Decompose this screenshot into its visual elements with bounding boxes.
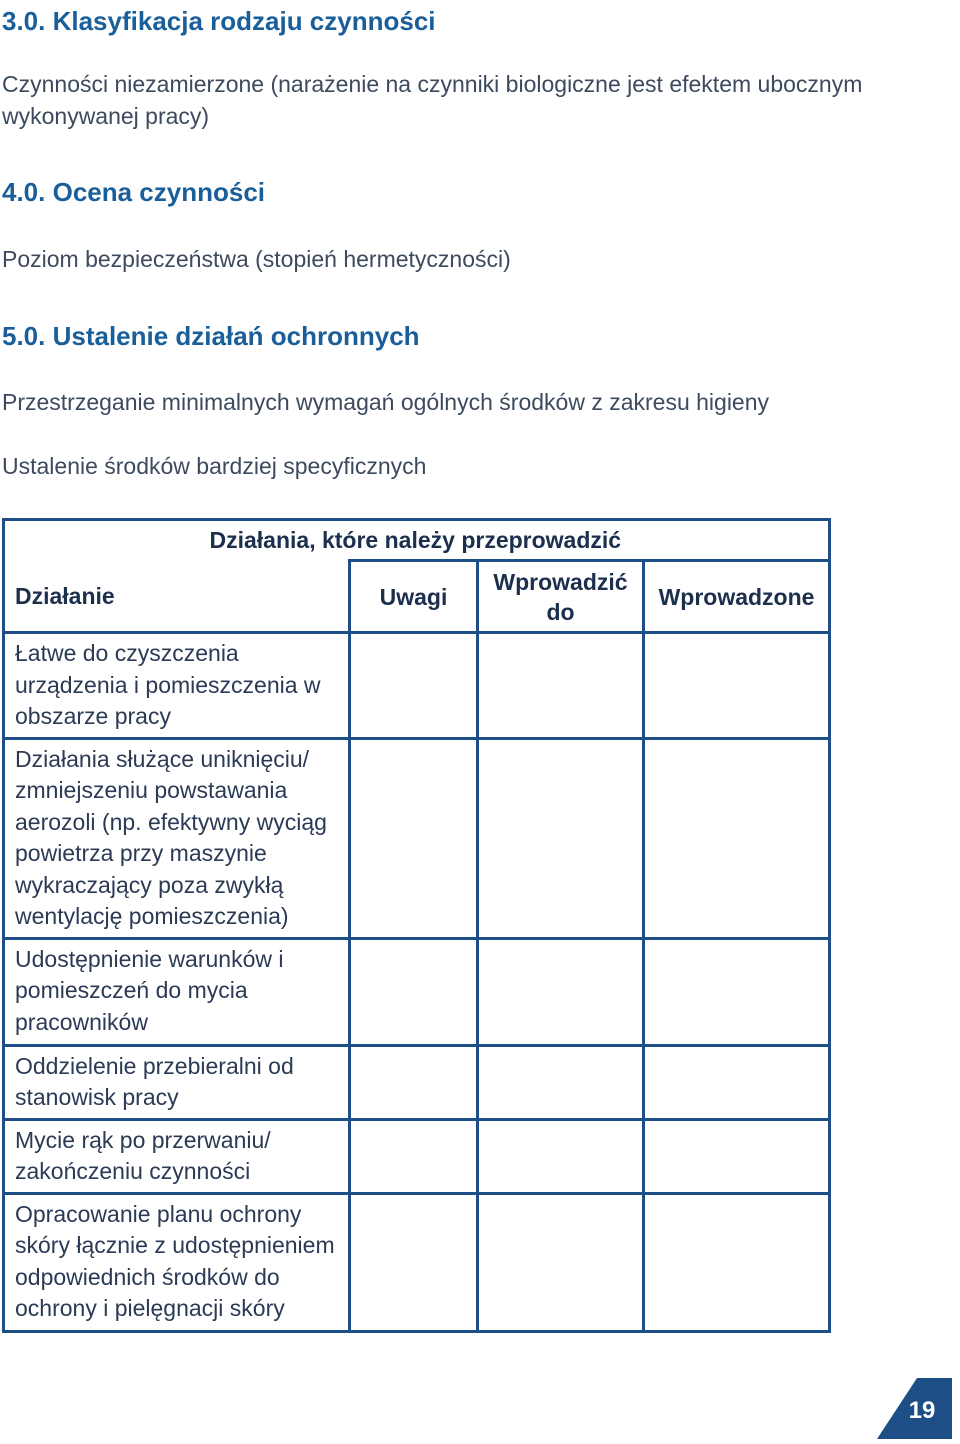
implemented-cell[interactable] xyxy=(644,938,830,1045)
notes-cell[interactable] xyxy=(350,1045,478,1119)
implement-by-cell[interactable] xyxy=(478,633,644,739)
col-header-implemented: Wprowadzone xyxy=(644,561,830,633)
notes-cell[interactable] xyxy=(350,1193,478,1331)
implemented-cell[interactable] xyxy=(644,738,830,938)
col-header-implement-by: Wprowadzić do xyxy=(478,561,644,633)
section-5-title: 5.0. Ustalenie działań ochronnych xyxy=(2,321,420,351)
page-corner-shape xyxy=(877,1378,952,1439)
table-row-action: Działania służące uniknięciu/ zmniejszeniu powstawania aerozoli (np. efektywny wyciąg powietrza przy maszynie wykraczający poza zwykłą wentylację pomieszczenia) xyxy=(4,738,350,938)
section-3-title: 3.0. Klasyfikacja rodzaju czynności xyxy=(2,6,436,36)
table-row-action: Udostępnienie warunków i pomieszczeń do mycia pracowników xyxy=(4,938,350,1045)
implemented-cell[interactable] xyxy=(644,1045,830,1119)
col-header-action: Działanie xyxy=(4,561,350,633)
group-header: Działania, które należy przeprowadzić xyxy=(350,520,830,561)
implement-by-cell[interactable] xyxy=(478,938,644,1045)
notes-cell[interactable] xyxy=(350,938,478,1045)
col-header-notes: Uwagi xyxy=(350,561,478,633)
table-row-action: Łatwe do czyszczenia urządzenia i pomieszczenia w obszarze pracy xyxy=(4,633,350,739)
page-number-badge xyxy=(877,1378,952,1439)
table-row-action: Mycie rąk po przerwaniu/ zakończeniu czynności xyxy=(4,1119,350,1193)
implement-by-cell[interactable] xyxy=(478,1119,644,1193)
notes-cell[interactable] xyxy=(350,738,478,938)
implement-by-cell[interactable] xyxy=(478,738,644,938)
table-row-action: Opracowanie planu ochrony skóry łącznie z udostępnieniem odpowiednich środków do ochrony i pielęgnacji skóry xyxy=(4,1193,350,1331)
section-5-text-a: Przestrzeganie minimalnych wymagań ogólnych środków z zakresu higieny xyxy=(2,389,770,415)
implemented-cell[interactable] xyxy=(644,1193,830,1331)
table-row-action: Oddzielenie przebieralni od stanowisk pracy xyxy=(4,1045,350,1119)
implement-by-cell[interactable] xyxy=(478,1193,644,1331)
page-number: 19 xyxy=(908,1397,936,1424)
actions-table xyxy=(2,518,831,1333)
notes-cell[interactable] xyxy=(350,633,478,739)
section-4-text: Poziom bezpieczeństwa (stopień hermetyczności) xyxy=(2,246,511,272)
implemented-cell[interactable] xyxy=(644,1119,830,1193)
section-3-text: Czynności niezamierzone (narażenie na czynniki biologiczne jest efektem ubocznym wykonywanej pracy) xyxy=(2,71,863,129)
section-4-title: 4.0. Ocena czynności xyxy=(2,177,266,207)
implement-by-cell[interactable] xyxy=(478,1045,644,1119)
section-5-text-b: Ustalenie środków bardziej specyficznych xyxy=(2,453,427,479)
notes-cell[interactable] xyxy=(350,1119,478,1193)
implemented-cell[interactable] xyxy=(644,633,830,739)
